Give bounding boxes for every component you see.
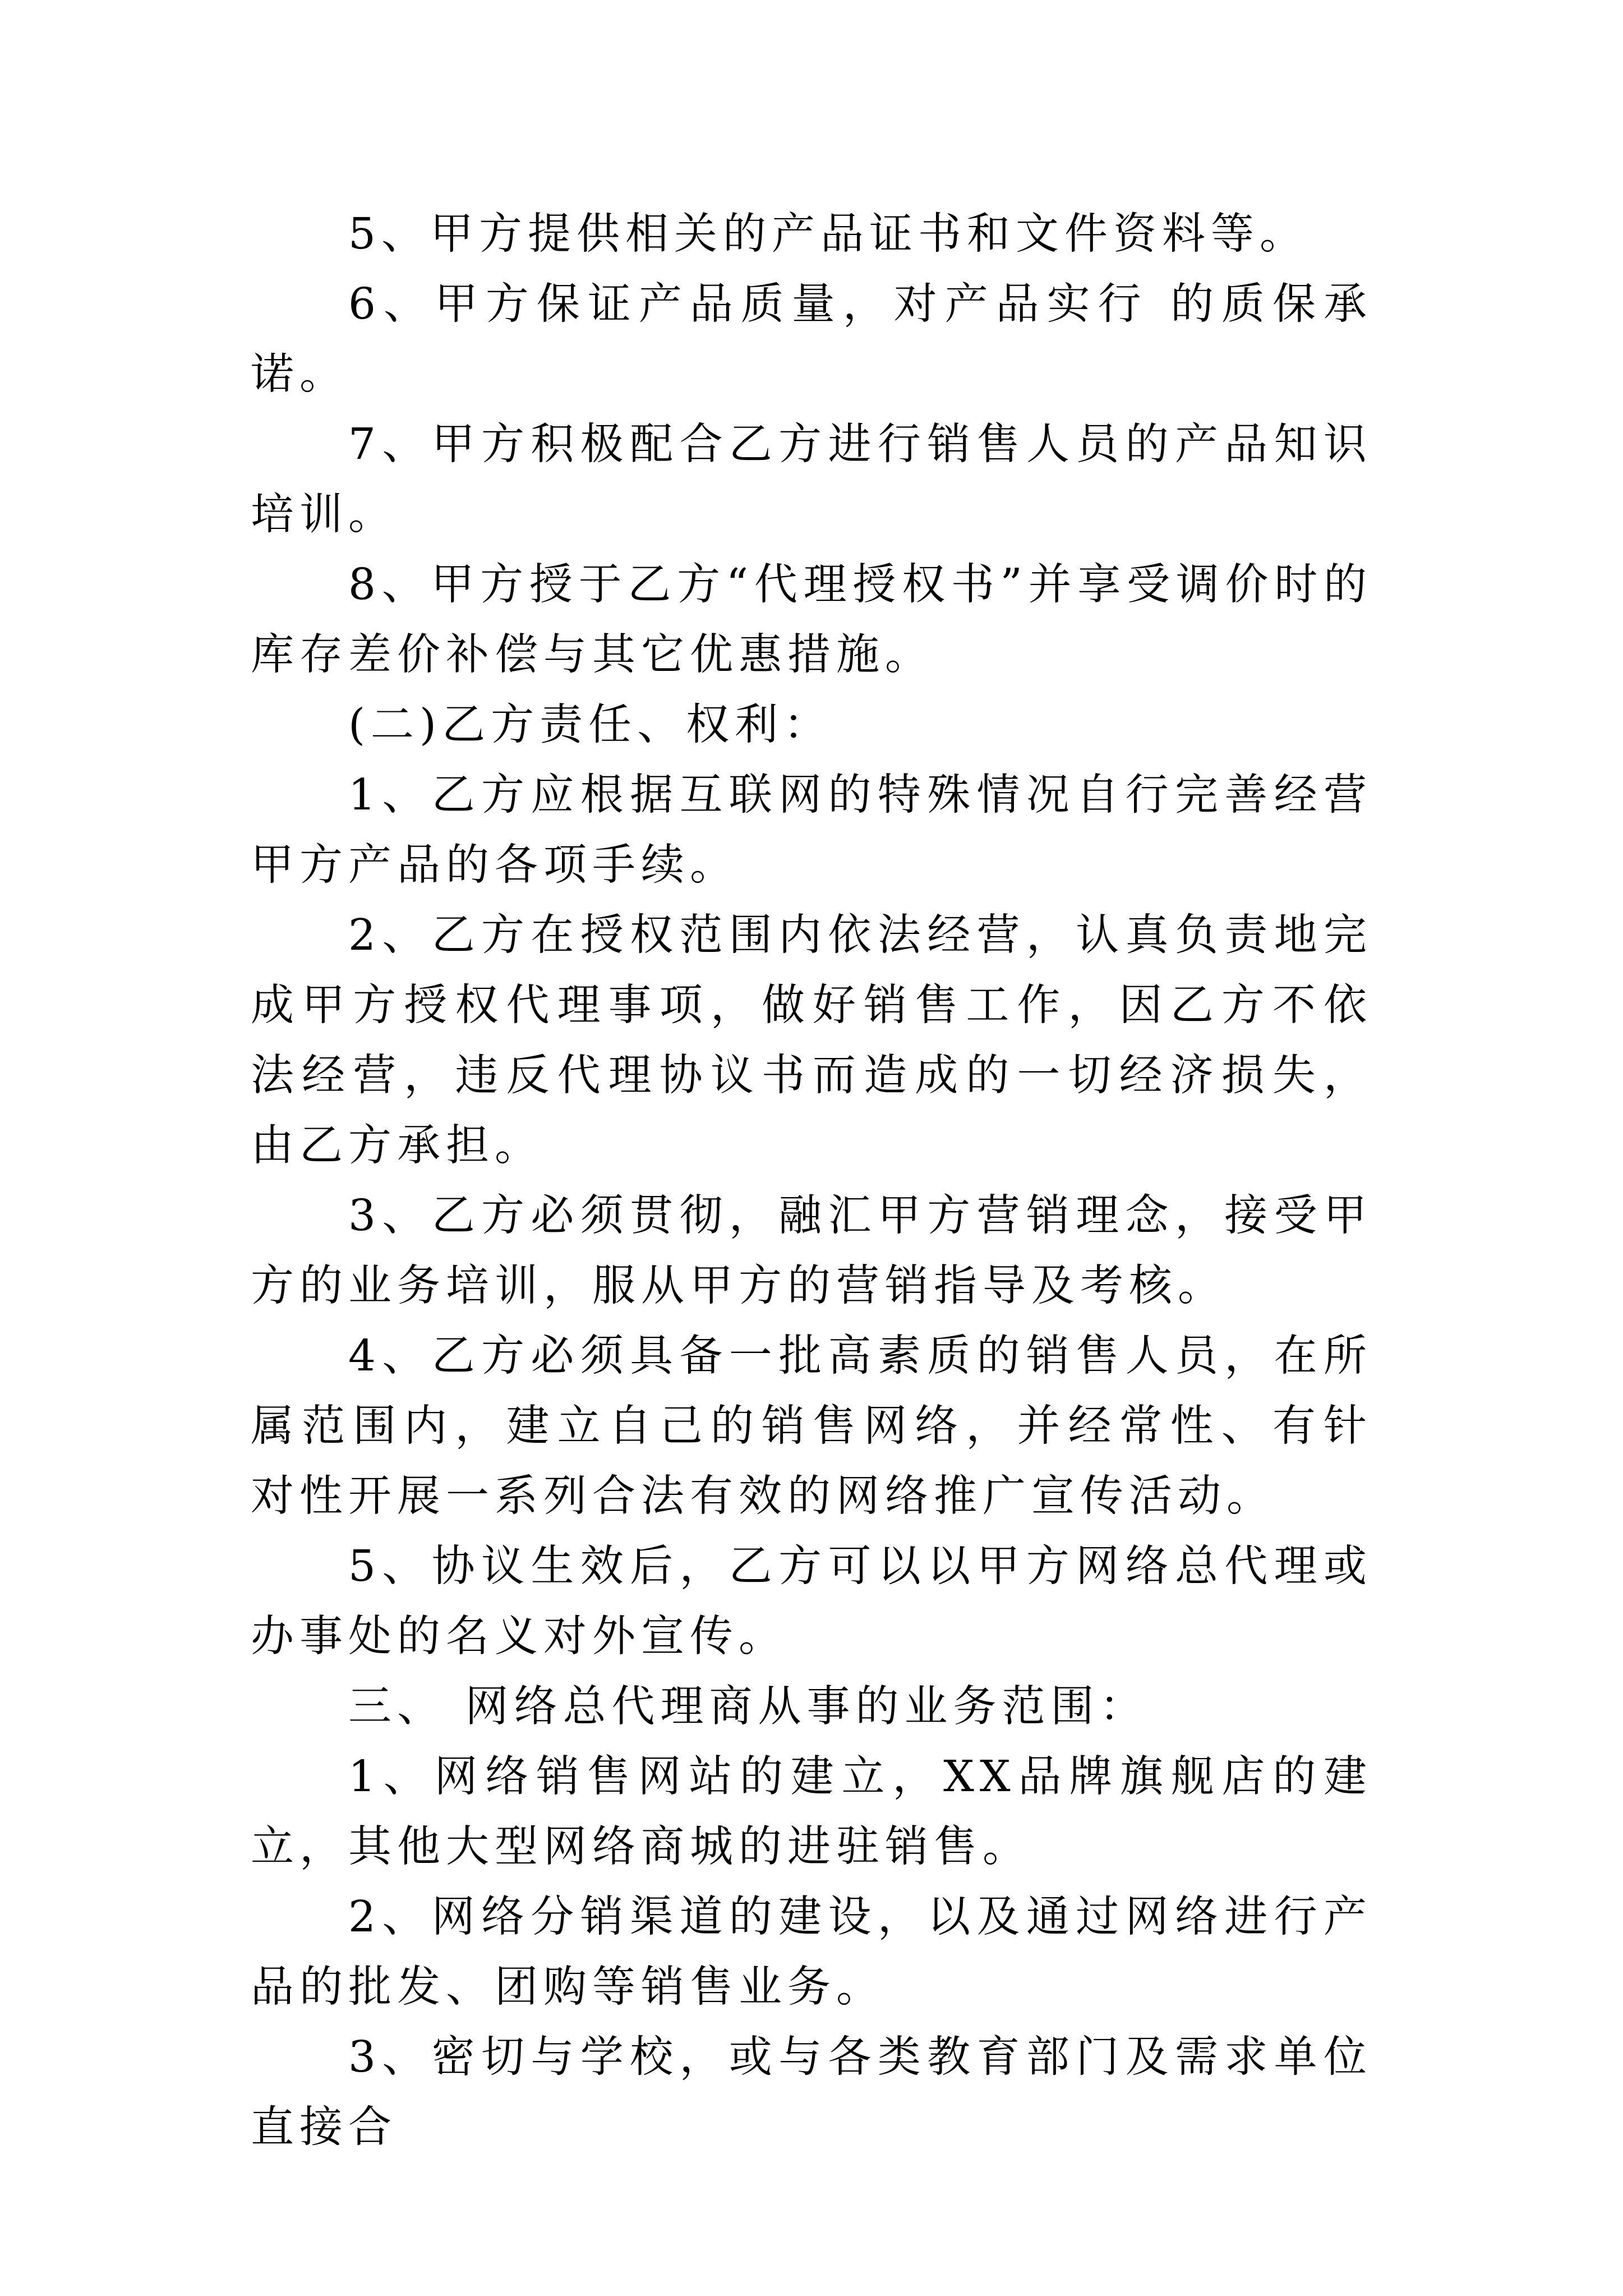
section-heading-party-b: (二)乙方责任、权利： — [348, 700, 833, 750]
paragraph-party-b-item-1: 1、乙方应根据互联网的特殊情况自行完善经营甲方产品的各项手续。 — [251, 770, 1372, 890]
paragraph-scope-item-3: 3、密切与学校，或与各类教育部门及需求单位直接合 — [251, 2032, 1372, 2152]
section-heading-business-scope: 三、 网络总代理商从事的业务范围： — [348, 1682, 1149, 1732]
paragraph-party-b-item-5: 5、协议生效后，乙方可以以甲方网络总代理或办事处的名义对外宣传。 — [251, 1542, 1372, 1662]
paragraph-party-a-item-6: 6、甲方保证产品质量，对产品实行 的质保承诺。 — [251, 279, 1372, 399]
document-body — [251, 199, 1372, 2162]
paragraph-party-b-item-4: 4、乙方必须具备一批高素质的销售人员，在所属范围内，建立自己的销售网络，并经常性、有针对性开展一系列合法有效的网络推广宣传活动。 — [251, 1331, 1372, 1521]
paragraph-party-a-item-8: 8、甲方授于乙方“代理授权书”并享受调价时的库存差价补偿与其它优惠措施。 — [251, 560, 1372, 680]
paragraph-party-a-item-5: 5、甲方提供相关的产品证书和文件资料等。 — [348, 209, 1308, 259]
paragraph-party-a-item-7: 7、甲方积极配合乙方进行销售人员的产品知识培训。 — [251, 420, 1372, 540]
paragraph-scope-item-2: 2、网络分销渠道的建设，以及通过网络进行产品的批发、团购等销售业务。 — [251, 1892, 1372, 2012]
paragraph-party-b-item-3: 3、乙方必须贯彻，融汇甲方营销理念，接受甲方的业务培训，服从甲方的营销指导及考核。 — [251, 1191, 1372, 1311]
paragraph-scope-item-1: 1、网络销售网站的建立，XX品牌旗舰店的建立，其他大型网络商城的进驻销售。 — [251, 1752, 1372, 1872]
paragraph-party-b-item-2: 2、乙方在授权范围内依法经营，认真负责地完成甲方授权代理事项，做好销售工作，因乙方不依法经营，违反代理协议书而造成的一切经济损失，由乙方承担。 — [251, 910, 1372, 1171]
